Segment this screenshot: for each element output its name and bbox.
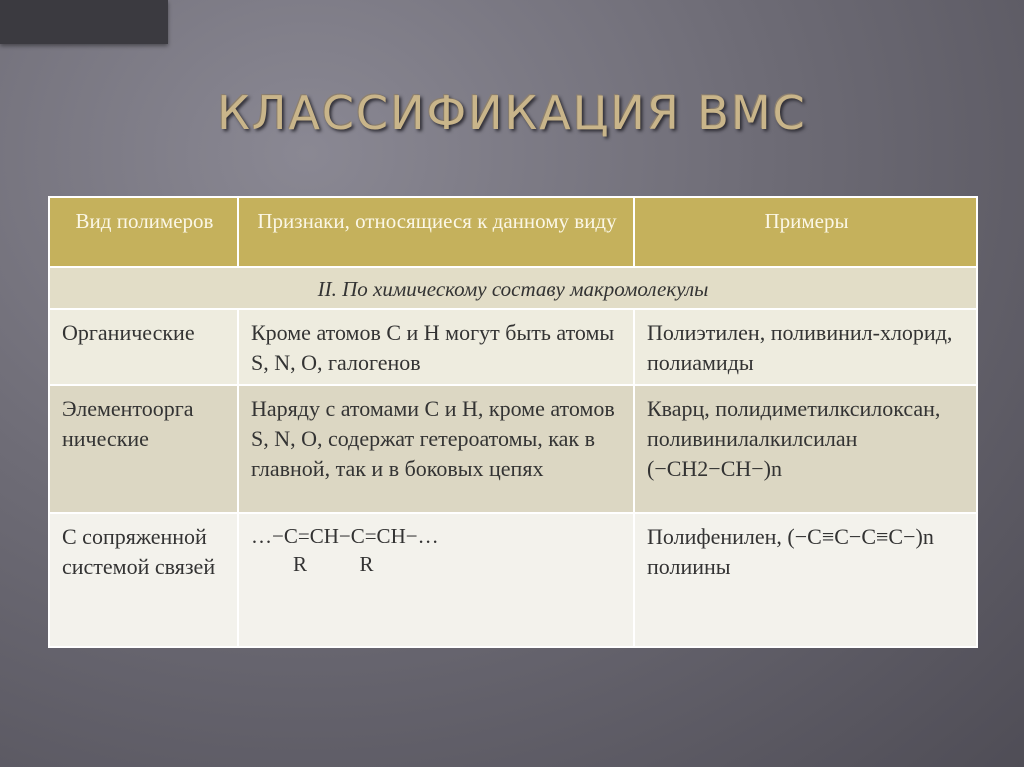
- cell-features: Кроме атомов С и Н могут быть атомы S, N, O, галогенов: [238, 309, 634, 385]
- section-title: II. По химическому составу макромолекулы: [49, 267, 977, 309]
- table-row: [49, 513, 977, 647]
- table-header-row: [49, 197, 977, 267]
- page-title: КЛАССИФИКАЦИЯ ВМС: [217, 86, 807, 140]
- cell-features: Наряду с атомами С и Н, кроме атомов S, N, O, содержат гетероатомы, как в главной, так и в боковых цепях: [238, 385, 634, 513]
- classification-table: [48, 196, 978, 648]
- header-features: Признаки, относящиеся к данному виду: [238, 197, 634, 267]
- header-type: Вид полимеров: [49, 197, 238, 267]
- cell-type: Элементоорга нические: [49, 385, 238, 513]
- cell-examples: Полиэтилен, поливинил-хлорид, полиамиды: [634, 309, 977, 385]
- decorative-bar: [0, 0, 168, 44]
- cell-type: С сопряженной системой связей: [49, 513, 238, 647]
- table-row: [49, 385, 977, 513]
- table-row: [49, 309, 977, 385]
- cell-examples: Кварц, полидиметилксилоксан, поливинилалкилсилан (−СН2−СН−)n: [634, 385, 977, 513]
- cell-type: Органические: [49, 309, 238, 385]
- header-examples: Примеры: [634, 197, 977, 267]
- cell-examples: Полифенилен, (−С≡С−С≡С−)n полиины: [634, 513, 977, 647]
- section-row: [49, 267, 977, 309]
- cell-features-formula: …−С=СН−С=СН−… R R: [238, 513, 634, 647]
